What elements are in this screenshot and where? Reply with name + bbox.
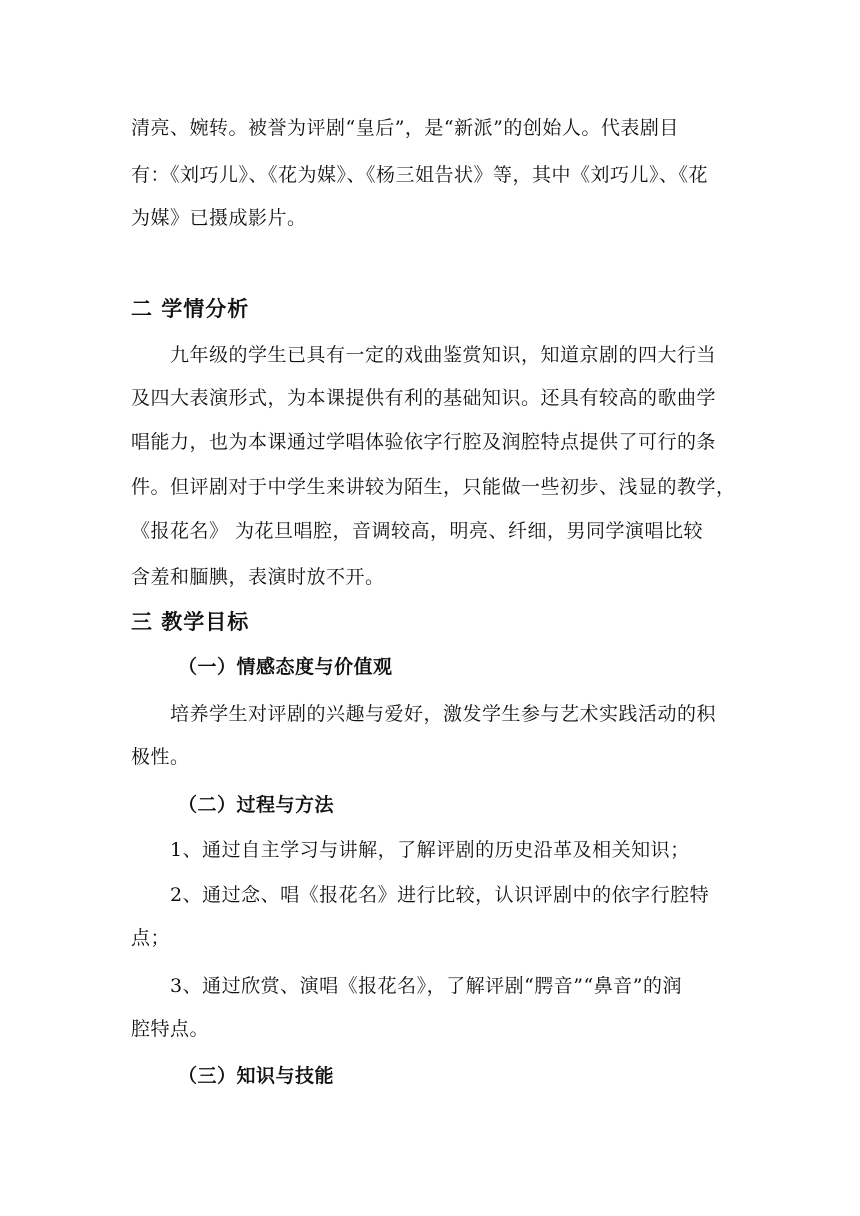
- section-heading-teaching-goals: 三 教学目标: [131, 609, 250, 634]
- learning-analysis-line-1: 九年级的学生已具有一定的戏曲鉴赏知识，知道京剧的四大行当: [170, 344, 717, 366]
- emotion-values-line-2: 极性。: [131, 746, 190, 768]
- section-heading-learning-analysis: 二 学情分析: [131, 296, 250, 321]
- emotion-values-line-1: 培养学生对评剧的兴趣与爱好，激发学生参与艺术实践活动的积: [170, 703, 717, 725]
- subheading-knowledge-skills: （三）知识与技能: [178, 1065, 335, 1087]
- learning-analysis-line-6: 含羞和腼腆，表演时放不开。: [131, 566, 385, 588]
- process-item-3-line-2: 腔特点。: [131, 1018, 210, 1040]
- intro-line-3: 为媒》已摄成影片。: [131, 207, 307, 229]
- intro-line-2: 有：《刘巧儿》、《花为媒》、《杨三姐告状》等，其中《刘巧儿》、《花: [131, 164, 709, 186]
- learning-analysis-line-2: 及四大表演形式，为本课提供有利的基础知识。还具有较高的歌曲学: [131, 387, 717, 409]
- subheading-emotion-values: （一）情感态度与价值观: [178, 656, 393, 678]
- intro-line-1: 清亮、婉转。被誉为评剧“皇后”，是“新派”的创始人。代表剧目: [131, 117, 679, 139]
- process-item-2-line-1: 2、通过念、唱《报花名》进行比较，认识评剧中的依字行腔特: [170, 884, 710, 906]
- learning-analysis-line-4: 件。但评剧对于中学生来讲较为陌生，只能做一些初步、浅显的教学，: [131, 476, 736, 498]
- subheading-process-methods: （二）过程与方法: [178, 794, 335, 816]
- learning-analysis-line-3: 唱能力，也为本课通过学唱体验依字行腔及润腔特点提供了可行的条: [131, 431, 717, 453]
- process-item-2-line-2: 点；: [131, 927, 171, 949]
- process-item-3-line-1: 3、通过欣赏、演唱《报花名》，了解评剧“腭音”“鼻音”的润: [170, 975, 682, 997]
- learning-analysis-line-5: 《报花名》 为花旦唱腔，音调较高，明亮、纤细，男同学演唱比较: [131, 520, 704, 542]
- process-item-1: 1、通过自主学习与讲解，了解评剧的历史沿革及相关知识；: [170, 839, 690, 861]
